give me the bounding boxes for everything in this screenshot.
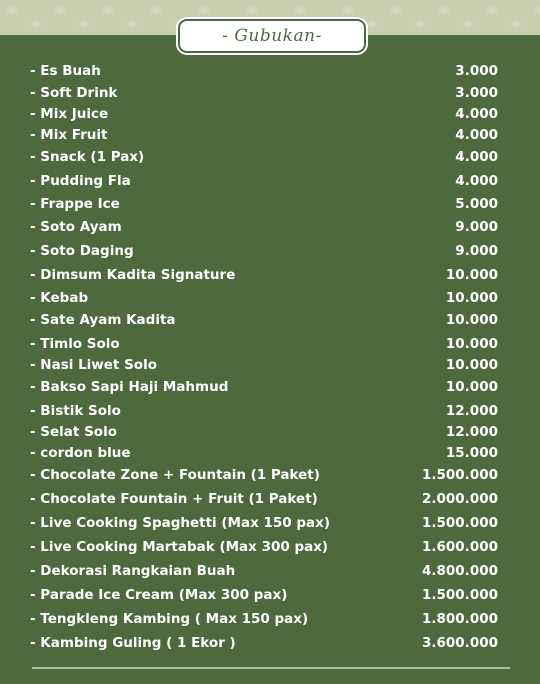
item-name: - Frappe Ice <box>30 196 120 212</box>
item-name: - Dimsum Kadita Signature <box>30 267 236 283</box>
item-name: - Dekorasi Rangkaian Buah <box>30 563 236 579</box>
item-name: - Soft Drink <box>30 85 118 101</box>
item-name: - Pudding Fla <box>30 173 131 189</box>
item-name: - Snack (1 Pax) <box>30 149 145 165</box>
menu-item <box>0 125 540 145</box>
bottom-divider <box>32 667 510 669</box>
item-price: 10.000 <box>445 357 498 373</box>
item-price: 10.000 <box>445 290 498 306</box>
item-price: 10.000 <box>445 336 498 352</box>
item-price: 4.000 <box>455 127 498 143</box>
item-price: 12.000 <box>445 403 498 419</box>
item-name: - Bakso Sapi Haji Mahmud <box>30 379 229 395</box>
item-name: - Chocolate Zone + Fountain (1 Paket) <box>30 467 320 483</box>
item-price: 3.000 <box>455 85 498 101</box>
item-price: 4.000 <box>455 106 498 122</box>
item-price: 12.000 <box>445 424 498 440</box>
menu-item <box>0 171 540 191</box>
item-price: 5.000 <box>455 196 498 212</box>
menu-item <box>0 537 540 557</box>
item-name: - Soto Daging <box>30 243 134 259</box>
item-name: - Es Buah <box>30 63 101 79</box>
item-price: 1.500.000 <box>421 515 498 531</box>
item-name: - Kebab <box>30 290 89 306</box>
item-price: 2.000.000 <box>421 491 498 507</box>
item-price: 15.000 <box>445 445 498 461</box>
menu-item <box>0 104 540 124</box>
item-name: - Nasi Liwet Solo <box>30 357 157 373</box>
item-name: - Mix Juice <box>30 106 109 122</box>
menu-item <box>0 334 540 354</box>
menu-item <box>0 265 540 285</box>
item-price: 1.600.000 <box>421 539 498 555</box>
menu-item <box>0 194 540 214</box>
item-price: 10.000 <box>445 379 498 395</box>
item-price: 10.000 <box>445 267 498 283</box>
item-price: 9.000 <box>455 243 498 259</box>
item-name: - Bistik Solo <box>30 403 121 419</box>
menu-item <box>0 288 540 308</box>
menu-item <box>0 633 540 653</box>
menu-item <box>0 147 540 167</box>
item-price: 3.600.000 <box>421 635 498 651</box>
item-price: 4.000 <box>455 173 498 189</box>
menu-item <box>0 83 540 103</box>
menu-item <box>0 241 540 261</box>
item-name: - Mix Fruit <box>30 127 108 143</box>
menu-item <box>0 401 540 421</box>
menu-item <box>0 217 540 237</box>
item-price: 10.000 <box>445 312 498 328</box>
item-name: - Live Cooking Spaghetti (Max 150 pax) <box>30 515 331 531</box>
item-name: - Kambing Guling ( 1 Ekor ) <box>30 635 236 651</box>
menu-item <box>0 377 540 397</box>
item-price: 4.000 <box>455 149 498 165</box>
item-price: 1.500.000 <box>421 467 498 483</box>
item-name: - Tengkleng Kambing ( Max 150 pax) <box>30 611 309 627</box>
menu-item <box>0 355 540 375</box>
menu-item <box>0 585 540 605</box>
item-price: 4.800.000 <box>421 563 498 579</box>
menu-item <box>0 489 540 509</box>
page-title: - Gubukan- <box>222 26 322 46</box>
menu-item <box>0 465 540 485</box>
item-name: - Live Cooking Martabak (Max 300 pax) <box>30 539 329 555</box>
menu-item <box>0 513 540 533</box>
item-name: - Soto Ayam <box>30 219 122 235</box>
item-price: 3.000 <box>455 63 498 79</box>
item-price: 9.000 <box>455 219 498 235</box>
menu-item <box>0 310 540 330</box>
menu-item <box>0 61 540 81</box>
menu-item <box>0 609 540 629</box>
item-name: - Timlo Solo <box>30 336 120 352</box>
item-name: - Selat Solo <box>30 424 117 440</box>
item-price: 1.500.000 <box>421 587 498 603</box>
item-name: - Parade Ice Cream (Max 300 pax) <box>30 587 288 603</box>
menu-item <box>0 561 540 581</box>
item-name: - cordon blue <box>30 445 131 461</box>
item-name: - Sate Ayam Kadita <box>30 312 176 328</box>
item-name: - Chocolate Fountain + Fruit (1 Paket) <box>30 491 318 507</box>
item-price: 1.800.000 <box>421 611 498 627</box>
menu-item <box>0 443 540 463</box>
menu-item <box>0 422 540 442</box>
